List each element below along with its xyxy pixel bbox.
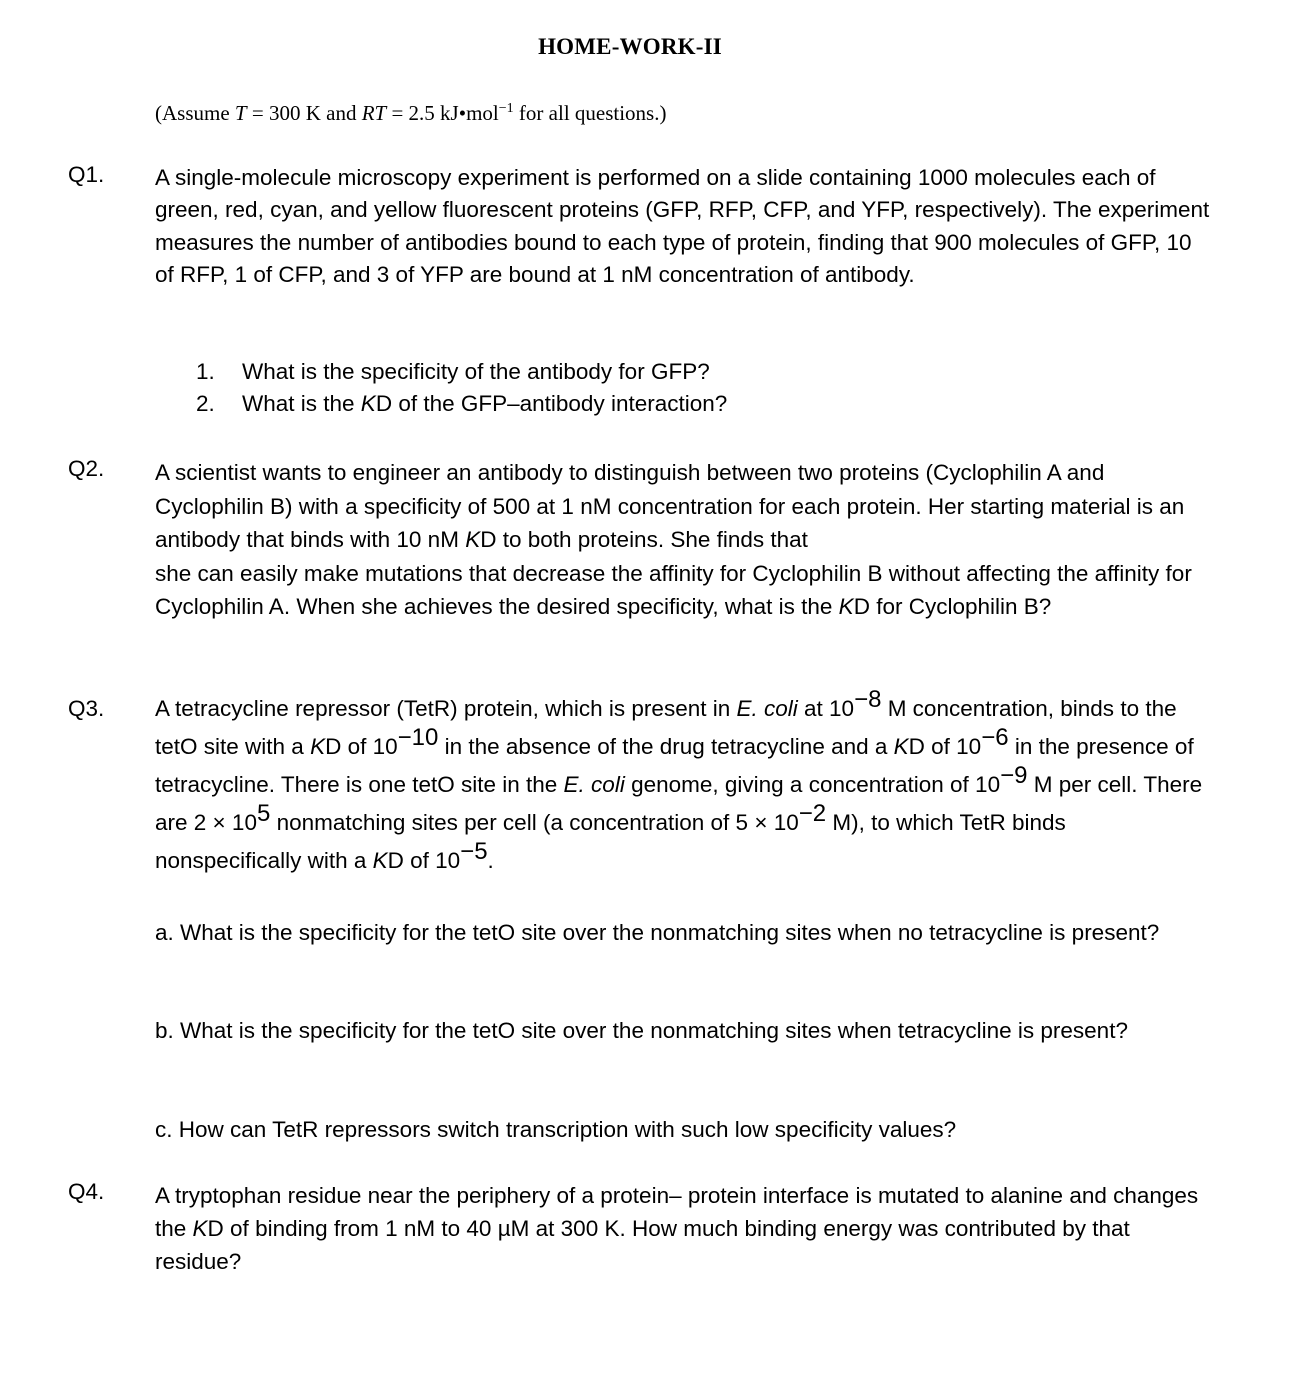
q4-label: Q4. — [68, 1179, 105, 1204]
q3-text: A tetracycline repressor (TetR) protein, which is present in E. coli at $10^{-8}$ M concentration, binds to the tetO site with a KD of $10^{-10}$ in the absence of the drug tetracycline and a KD of $10^{-6}$ in the presence of tetracycline. There is one tetO site in the E. coli genome, giving a concentration of $10^{-9}$ M per cell. There are $2 \times 10^5$ nonmatching sites per cell (a concentration of $5 \times 10^{-2}$ M), to which TetR binds nonspecifically with a KD of $10^{-5}$. — [155, 686, 1203, 873]
assumption-note: (Assume T = 300 K and RT = 2.5 kJ•mol$^{-1}$ for all questions.) — [155, 101, 667, 125]
q1-subquestions — [196, 356, 727, 421]
q2-text: A scientist wants to engineer an antibody to distinguish between two proteins (Cyclophilin A and Cyclophilin B) with a specificity of 500 at 1 nM concentration for each protein. Her starting material is an antibody that binds with 10 nM KD to both proteins. She finds that she can easily make mutations that decrease the affinity for Cyclophilin B without affecting the affinity for Cyclophilin A. When she achieves the desired specificity, what is the KD for Cyclophilin B? — [155, 460, 1192, 619]
page-title: HOME-WORK-II — [538, 34, 722, 59]
q1-text: A single-molecule microscopy experiment is performed on a slide containing 1000 molecules each of green, red, cyan, and yellow fluorescent proteins (GFP, RFP, CFP, and YFP, respectively). The experiment measures the number of antibodies bound to each type of protein, finding that 900 molecules of GFP, 10 of RFP, 1 of CFP, and 3 of YFP are bound at 1 nM concentration of antibody. — [155, 165, 1210, 287]
q1-label: Q1. — [68, 162, 105, 187]
q3-part-c: c. How can TetR repressors switch transcription with such low specificity values? — [155, 1117, 957, 1142]
q3-label: Q3. — [68, 696, 105, 721]
q2-label: Q2. — [68, 456, 105, 481]
q3-part-a: a. What is the specificity for the tetO site over the nonmatching sites when no tetracycline is present? — [155, 920, 1160, 945]
list-item: 2. What is the KD of the GFP–antibody interaction? — [196, 391, 728, 417]
list-item: 1. What is the specificity of the antibody for GFP? — [196, 359, 710, 384]
q4-text: A tryptophan residue near the periphery of a protein– protein interface is mutated to alanine and changes the KD of binding from 1 nM to 40 µM at 300 K. How much binding energy was contributed by that residue? — [155, 1183, 1199, 1274]
q3-part-b: b. What is the specificity for the tetO site over the nonmatching sites when tetracycline is present? — [155, 1018, 1128, 1043]
